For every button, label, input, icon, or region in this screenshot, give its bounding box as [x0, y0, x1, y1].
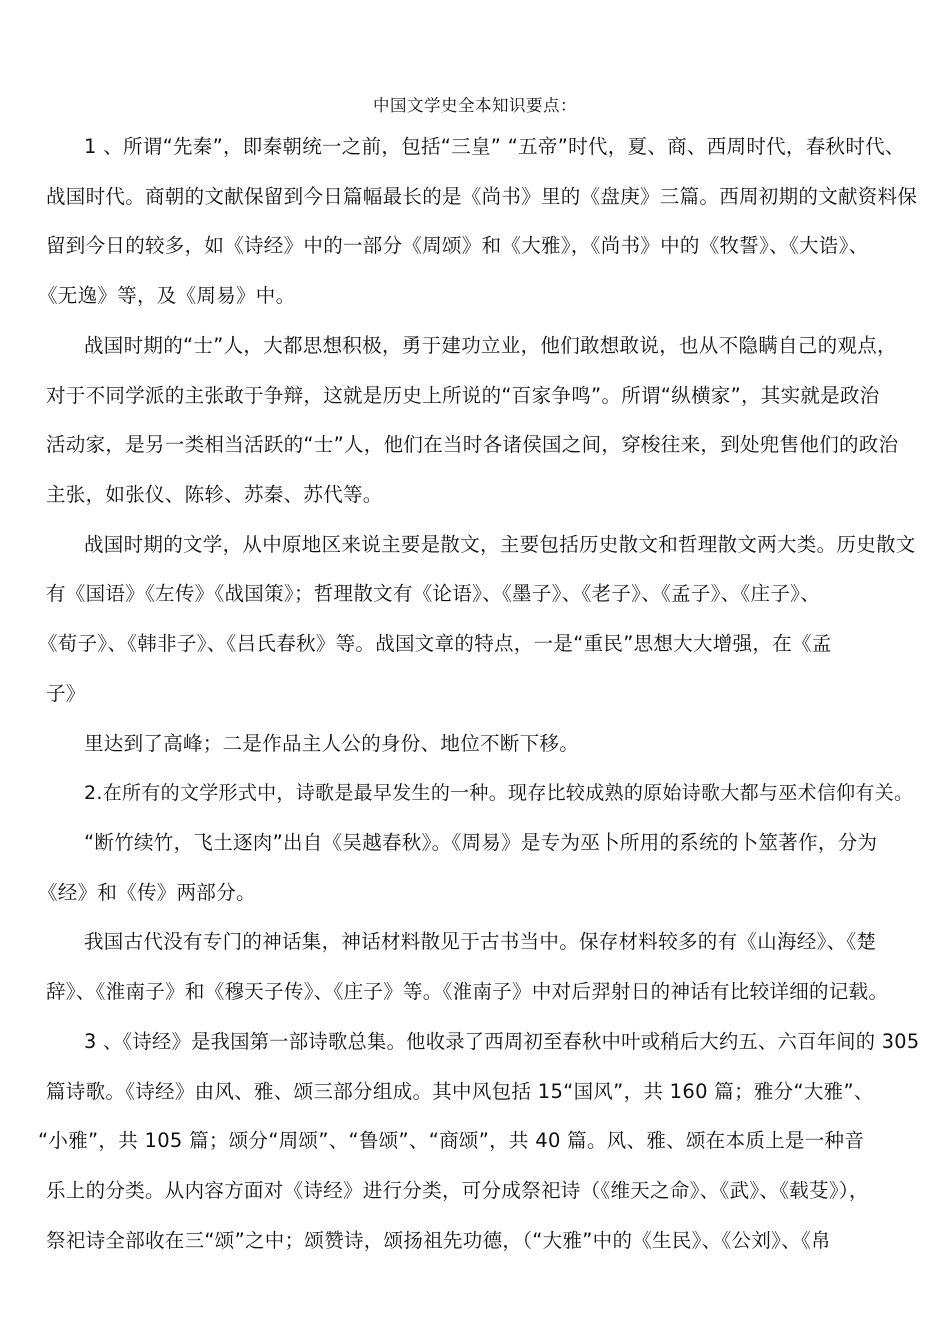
text-line: 子》 — [46, 682, 86, 705]
text-line: 我国古代没有专门的神话集，神话材料散见于古书当中。保存材料较多的有《山海经》、《楚 — [84, 930, 877, 953]
text-line: 祭祀诗全部收在三“颂”之中；颂赞诗，颂扬祖先功德，（“大雅”中的《生民》、《公刘》、《帛 — [46, 1229, 831, 1252]
text-line: 有《国语》《左传》《战国策》；哲理散文有《论语》、《墨子》、《老子》、《孟子》、《庄子》、 — [46, 582, 821, 605]
text-line: 《经》和《传》两部分。 — [38, 881, 256, 904]
text-line: 里达到了高峰；二是作品主人公的身份、地位不断下移。 — [84, 732, 580, 755]
text-line: 3 、《诗经》是我国第一部诗歌总集。他收录了西周初至春秋中叶或稍后大约五、六百年间的 305 — [84, 1030, 920, 1053]
text-line: 对于不同学派的主张敢于争辩，这就是历史上所说的“百家争鸣”。所谓“纵横家”，其实就是政治 — [46, 384, 880, 407]
text-line: “断竹续竹，飞土逐肉”出自《吴越春秋》。《周易》是专为巫卜所用的系统的卜筮著作，分为 — [84, 831, 878, 854]
text-line: 战国时期的“士”人，大都思想积极，勇于建功立业，他们敢想敢说，也从不隐瞒自己的观点， — [84, 334, 897, 357]
text-line: 留到今日的较多，如《诗经》中的一部分《周颂》和《大雅》，《尚书》中的《牧誓》、《大诰》、 — [46, 234, 869, 257]
text-line: 主张，如张仪、陈轸、苏秦、苏代等。 — [46, 483, 383, 506]
text-line: 辞》、《淮南子》和《穆天子传》、《庄子》等。《淮南子》中对后羿射日的神话有比较详细的记载。 — [46, 980, 889, 1003]
text-line: 活动家，是另一类相当活跃的“士”人，他们在当时各诸侯国之间，穿梭往来，到处兜售他们的政治 — [46, 433, 899, 456]
text-line: 乐上的分类。从内容方面对《诗经》进行分类，可分成祭祀诗（《维天之命》、《武》、《载芟》）， — [46, 1179, 869, 1202]
text-line: “小雅”，共 105 篇；颂分“周颂”、“鲁颂”、“商颂”，共 40 篇。风、雅、颂在本质上是一种音 — [38, 1129, 865, 1152]
text-line: 1 、所谓“先秦”，即秦朝统一之前，包括“三皇” “五帝”时代，夏、商、西周时代，春秋时代、 — [84, 135, 905, 158]
text-line: 《无逸》等，及《周易》中。 — [38, 284, 296, 307]
text-line: 《荀子》、《韩非子》、《吕氏春秋》等。战国文章的特点，一是“重民”思想大大增强，在《孟 — [38, 632, 832, 655]
text-line: 战国时期的文学，从中原地区来说主要是散文，主要包括历史散文和哲理散文两大类。历史散文 — [84, 533, 916, 556]
text-line: 战国时代。商朝的文献保留到今日篇幅最长的是《尚书》里的《盘庚》三篇。西周初期的文献资料保 — [46, 185, 918, 208]
text-line: 篇诗歌。《诗经》由风、雅、颂三部分组成。其中风包括 15“国风”，共 160 篇；雅分“大雅”、 — [46, 1080, 874, 1103]
text-line: 2.在所有的文学形式中，诗歌是最早发生的一种。现存比较成熟的原始诗歌大都与巫术信仰有关。 — [84, 782, 914, 804]
page-title: 中国文学史全本知识要点： — [373, 96, 577, 115]
